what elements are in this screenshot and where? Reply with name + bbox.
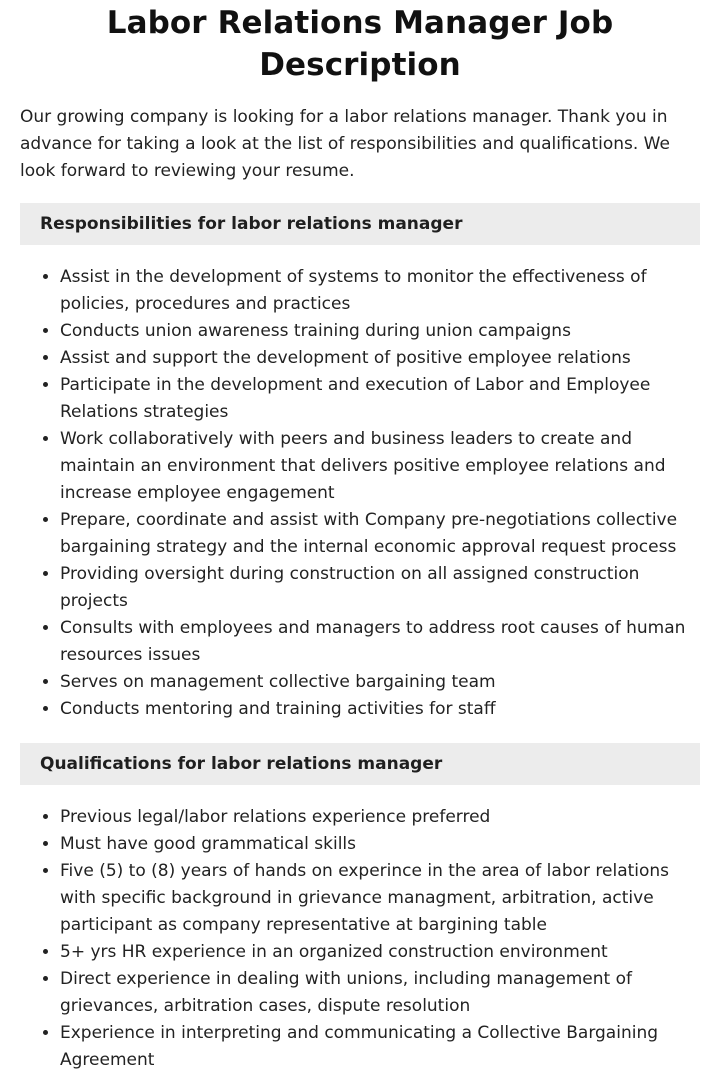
intro-paragraph: Our growing company is looking for a labor relations manager. Thank you in advance for taking a look at the list of responsibilities and qualifications. We look forward to reviewing your resume. [20, 107, 670, 181]
responsibility-item: • Consults with employees and managers to address root causes of human resources issues [60, 615, 700, 669]
qualification-item: • Direct experience in dealing with unions, including management of grievances, arbitration cases, dispute resolution [60, 966, 700, 1020]
qualification-item: • 5+ yrs HR experience in an organized construction environment [60, 939, 700, 966]
responsibilities-list [20, 264, 700, 723]
responsibility-item: • Providing oversight during construction on all assigned construction projects [60, 561, 700, 615]
responsibility-item: • Participate in the development and execution of Labor and Employee Relations strategies [60, 372, 700, 426]
qualifications-header: Qualifications for labor relations manager [20, 743, 700, 785]
qualification-item: • Must have good grammatical skills [60, 831, 700, 858]
responsibility-item: • Assist in the development of systems to monitor the effectiveness of policies, procedures and practices [60, 264, 700, 318]
responsibility-item: • Assist and support the development of positive employee relations [60, 345, 700, 372]
responsibility-item: • Work collaboratively with peers and business leaders to create and maintain an environment that delivers positive employee relations and increase employee engagement [60, 426, 700, 507]
qualification-item: • Five (5) to (8) years of hands on experince in the area of labor relations with specific background in grievance managment, arbitration, active participant as company representative at bargining table [60, 858, 700, 939]
qualification-item: • Experience in interpreting and communicating a Collective Bargaining Agreement [60, 1020, 700, 1074]
responsibility-item: • Prepare, coordinate and assist with Company pre-negotiations collective bargaining strategy and the internal economic approval request process [60, 507, 700, 561]
responsibility-item: • Serves on management collective bargaining team [60, 669, 700, 696]
responsibility-item: • Conducts mentoring and training activities for staff [60, 696, 700, 723]
qualification-item: • Previous legal/labor relations experience preferred [60, 804, 700, 831]
responsibilities-header: Responsibilities for labor relations manager [20, 203, 700, 245]
page-title: Labor Relations Manager Job Description [106, 5, 614, 83]
qualifications-list [20, 804, 700, 1074]
responsibility-item: • Conducts union awareness training during union campaigns [60, 318, 700, 345]
